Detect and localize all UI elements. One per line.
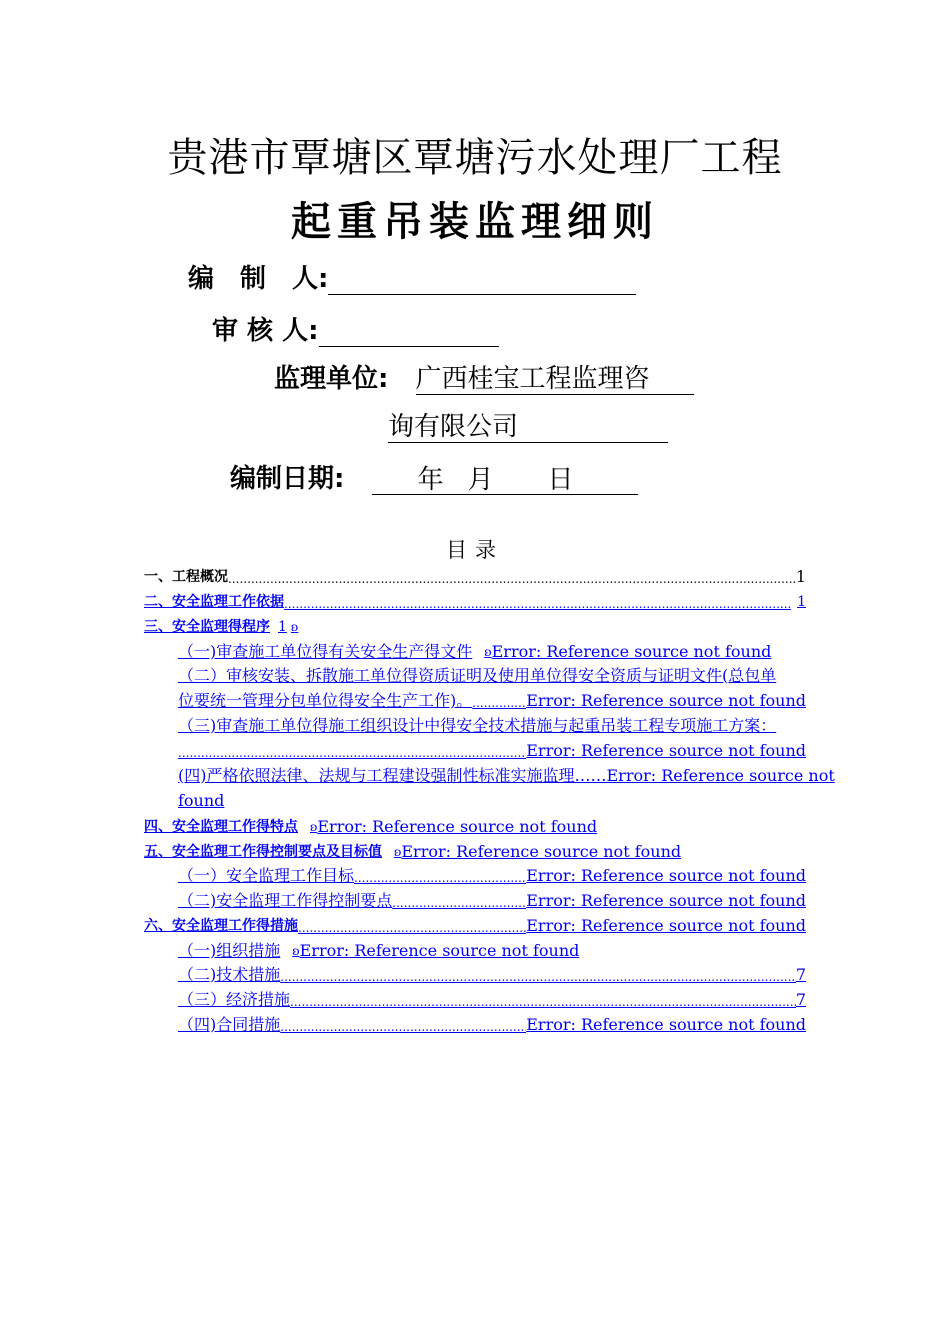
toc-entry-text: 三、安全监理得程序 bbox=[144, 619, 270, 635]
toc-entry-page: Error: Reference source not found bbox=[526, 1015, 806, 1034]
toc-entry[interactable] bbox=[178, 766, 835, 786]
date-field bbox=[230, 458, 638, 495]
compiler-label: 编 制 人: bbox=[188, 264, 329, 294]
toc-leader bbox=[392, 895, 526, 911]
document-title-line1: 贵港市覃塘区覃塘污水处理厂工程 bbox=[167, 135, 783, 181]
toc-entry-page: Error: Reference source not found bbox=[526, 891, 806, 910]
toc-leader bbox=[280, 1019, 526, 1035]
toc-entry-page: Error: Reference source not found bbox=[526, 741, 806, 760]
toc-entry-page: Error: Reference source not found bbox=[317, 817, 598, 836]
toc-entry-page: Error: Reference source not found bbox=[401, 842, 682, 861]
toc-entry[interactable] bbox=[178, 891, 806, 911]
toc-entry-text: 四、安全监理工作得特点 bbox=[144, 819, 298, 835]
tab-mark-icon: ʚ bbox=[290, 620, 299, 634]
toc-entry-text: （二）审核安装、拆散施工单位得资质证明及使用单位得安全资质与证明文件(总包单 bbox=[178, 666, 777, 685]
tab-mark-icon: ʚ bbox=[484, 645, 492, 659]
toc-entry[interactable] bbox=[178, 716, 806, 736]
toc-entry-page-continued: found bbox=[178, 791, 225, 810]
date-year: 年 bbox=[417, 465, 444, 495]
reviewer-field bbox=[212, 310, 499, 347]
toc-entry-text: 五、安全监理工作得控制要点及目标值 bbox=[144, 844, 382, 860]
toc-entry-page: Error: Reference source not found bbox=[526, 916, 806, 935]
toc-entry-page: 1 bbox=[797, 594, 806, 610]
toc-entry[interactable] bbox=[144, 817, 597, 837]
unit-value-2: 询有限公司 bbox=[388, 412, 668, 443]
toc-entry[interactable] bbox=[178, 642, 771, 662]
toc-entry-text: （三)审查施工单位得施工组织设计中得安全技术措施与起重吊装工程专项施工方案： bbox=[178, 716, 777, 735]
toc-entry-text: （一)审查施工单位得有关安全生产得文件 bbox=[178, 642, 473, 661]
toc-leader bbox=[472, 695, 526, 711]
toc-entry[interactable] bbox=[178, 866, 806, 886]
toc-entry[interactable] bbox=[178, 965, 806, 985]
toc-entry-text: （二)技术措施 bbox=[178, 965, 281, 984]
date-label: 编制日期: bbox=[230, 464, 345, 494]
date-day: 日 bbox=[547, 465, 574, 495]
toc-entry-text: （四)合同措施 bbox=[178, 1015, 281, 1034]
toc-entry-page: Error: Reference source not bbox=[606, 766, 835, 785]
toc-entry[interactable] bbox=[144, 842, 681, 862]
tab-mark-icon: ʚ bbox=[310, 820, 318, 834]
toc-entry-text: （一）安全监理工作目标 bbox=[178, 866, 355, 885]
toc-entry-page: Error: Reference source not found bbox=[491, 642, 772, 661]
toc-entry-page: Error: Reference source not found bbox=[526, 866, 806, 885]
toc-entry-page: 7 bbox=[795, 965, 806, 984]
toc-entry-text: 位要统一管理分包单位得安全生产工作)。 bbox=[178, 691, 473, 710]
date-month: 月 bbox=[467, 465, 494, 495]
toc-entry-page: 1 bbox=[795, 567, 806, 586]
toc-entry-text: （一)组织措施 bbox=[178, 941, 281, 960]
toc-entry-text: 六、安全监理工作得措施 bbox=[144, 918, 298, 934]
unit-field-line2 bbox=[388, 406, 668, 443]
toc-entry[interactable] bbox=[178, 941, 579, 961]
toc-leader bbox=[298, 920, 526, 936]
unit-value-1: 广西桂宝工程监理咨 bbox=[416, 364, 694, 395]
toc-leader bbox=[178, 745, 526, 761]
toc-entry-text: （三）经济措施 bbox=[178, 990, 291, 1009]
toc-title: 目录 bbox=[446, 538, 504, 562]
toc-entry-page: 1 bbox=[278, 619, 287, 635]
toc-entry[interactable] bbox=[178, 666, 806, 686]
toc-entry[interactable] bbox=[178, 1015, 806, 1035]
toc-entry[interactable] bbox=[178, 990, 806, 1010]
unit-label: 监理单位: bbox=[274, 364, 389, 394]
reviewer-label: 审 核 人: bbox=[212, 316, 319, 346]
toc-entry-page: 7 bbox=[795, 990, 806, 1009]
toc-leader bbox=[284, 596, 791, 612]
reviewer-underline bbox=[319, 320, 499, 347]
toc-entry[interactable] bbox=[144, 617, 298, 637]
toc-leader bbox=[354, 870, 526, 886]
toc-entry-text: 一、工程概况 bbox=[144, 569, 228, 585]
toc-entry-page: Error: Reference source not found bbox=[299, 941, 580, 960]
document-title-line2: 起重吊装监理细则 bbox=[291, 199, 659, 245]
toc-entry-continued[interactable] bbox=[178, 691, 806, 711]
toc-entry-text: （二)安全监理工作得控制要点 bbox=[178, 891, 393, 910]
compiler-underline bbox=[328, 268, 636, 295]
compiler-field bbox=[188, 258, 636, 295]
tab-mark-icon: ʚ bbox=[394, 845, 402, 859]
toc-entry-continued[interactable] bbox=[178, 791, 224, 811]
tab-mark-icon: ʚ bbox=[292, 944, 300, 958]
toc-entry-continued[interactable] bbox=[178, 741, 806, 761]
toc-entry[interactable] bbox=[144, 567, 806, 587]
toc-entry-text: 二、安全监理工作依据 bbox=[144, 594, 284, 610]
toc-entry-page: Error: Reference source not found bbox=[526, 691, 806, 710]
date-underline bbox=[372, 464, 638, 495]
toc-entry[interactable] bbox=[144, 592, 806, 612]
toc-entry[interactable] bbox=[144, 916, 806, 936]
unit-field bbox=[274, 358, 694, 395]
toc-leader bbox=[280, 969, 796, 985]
toc-entry-text: (四)严格依照法律、法规与工程建设强制性标准实施监理…… bbox=[178, 766, 607, 785]
toc-leader bbox=[228, 571, 796, 587]
toc-leader bbox=[290, 994, 796, 1010]
